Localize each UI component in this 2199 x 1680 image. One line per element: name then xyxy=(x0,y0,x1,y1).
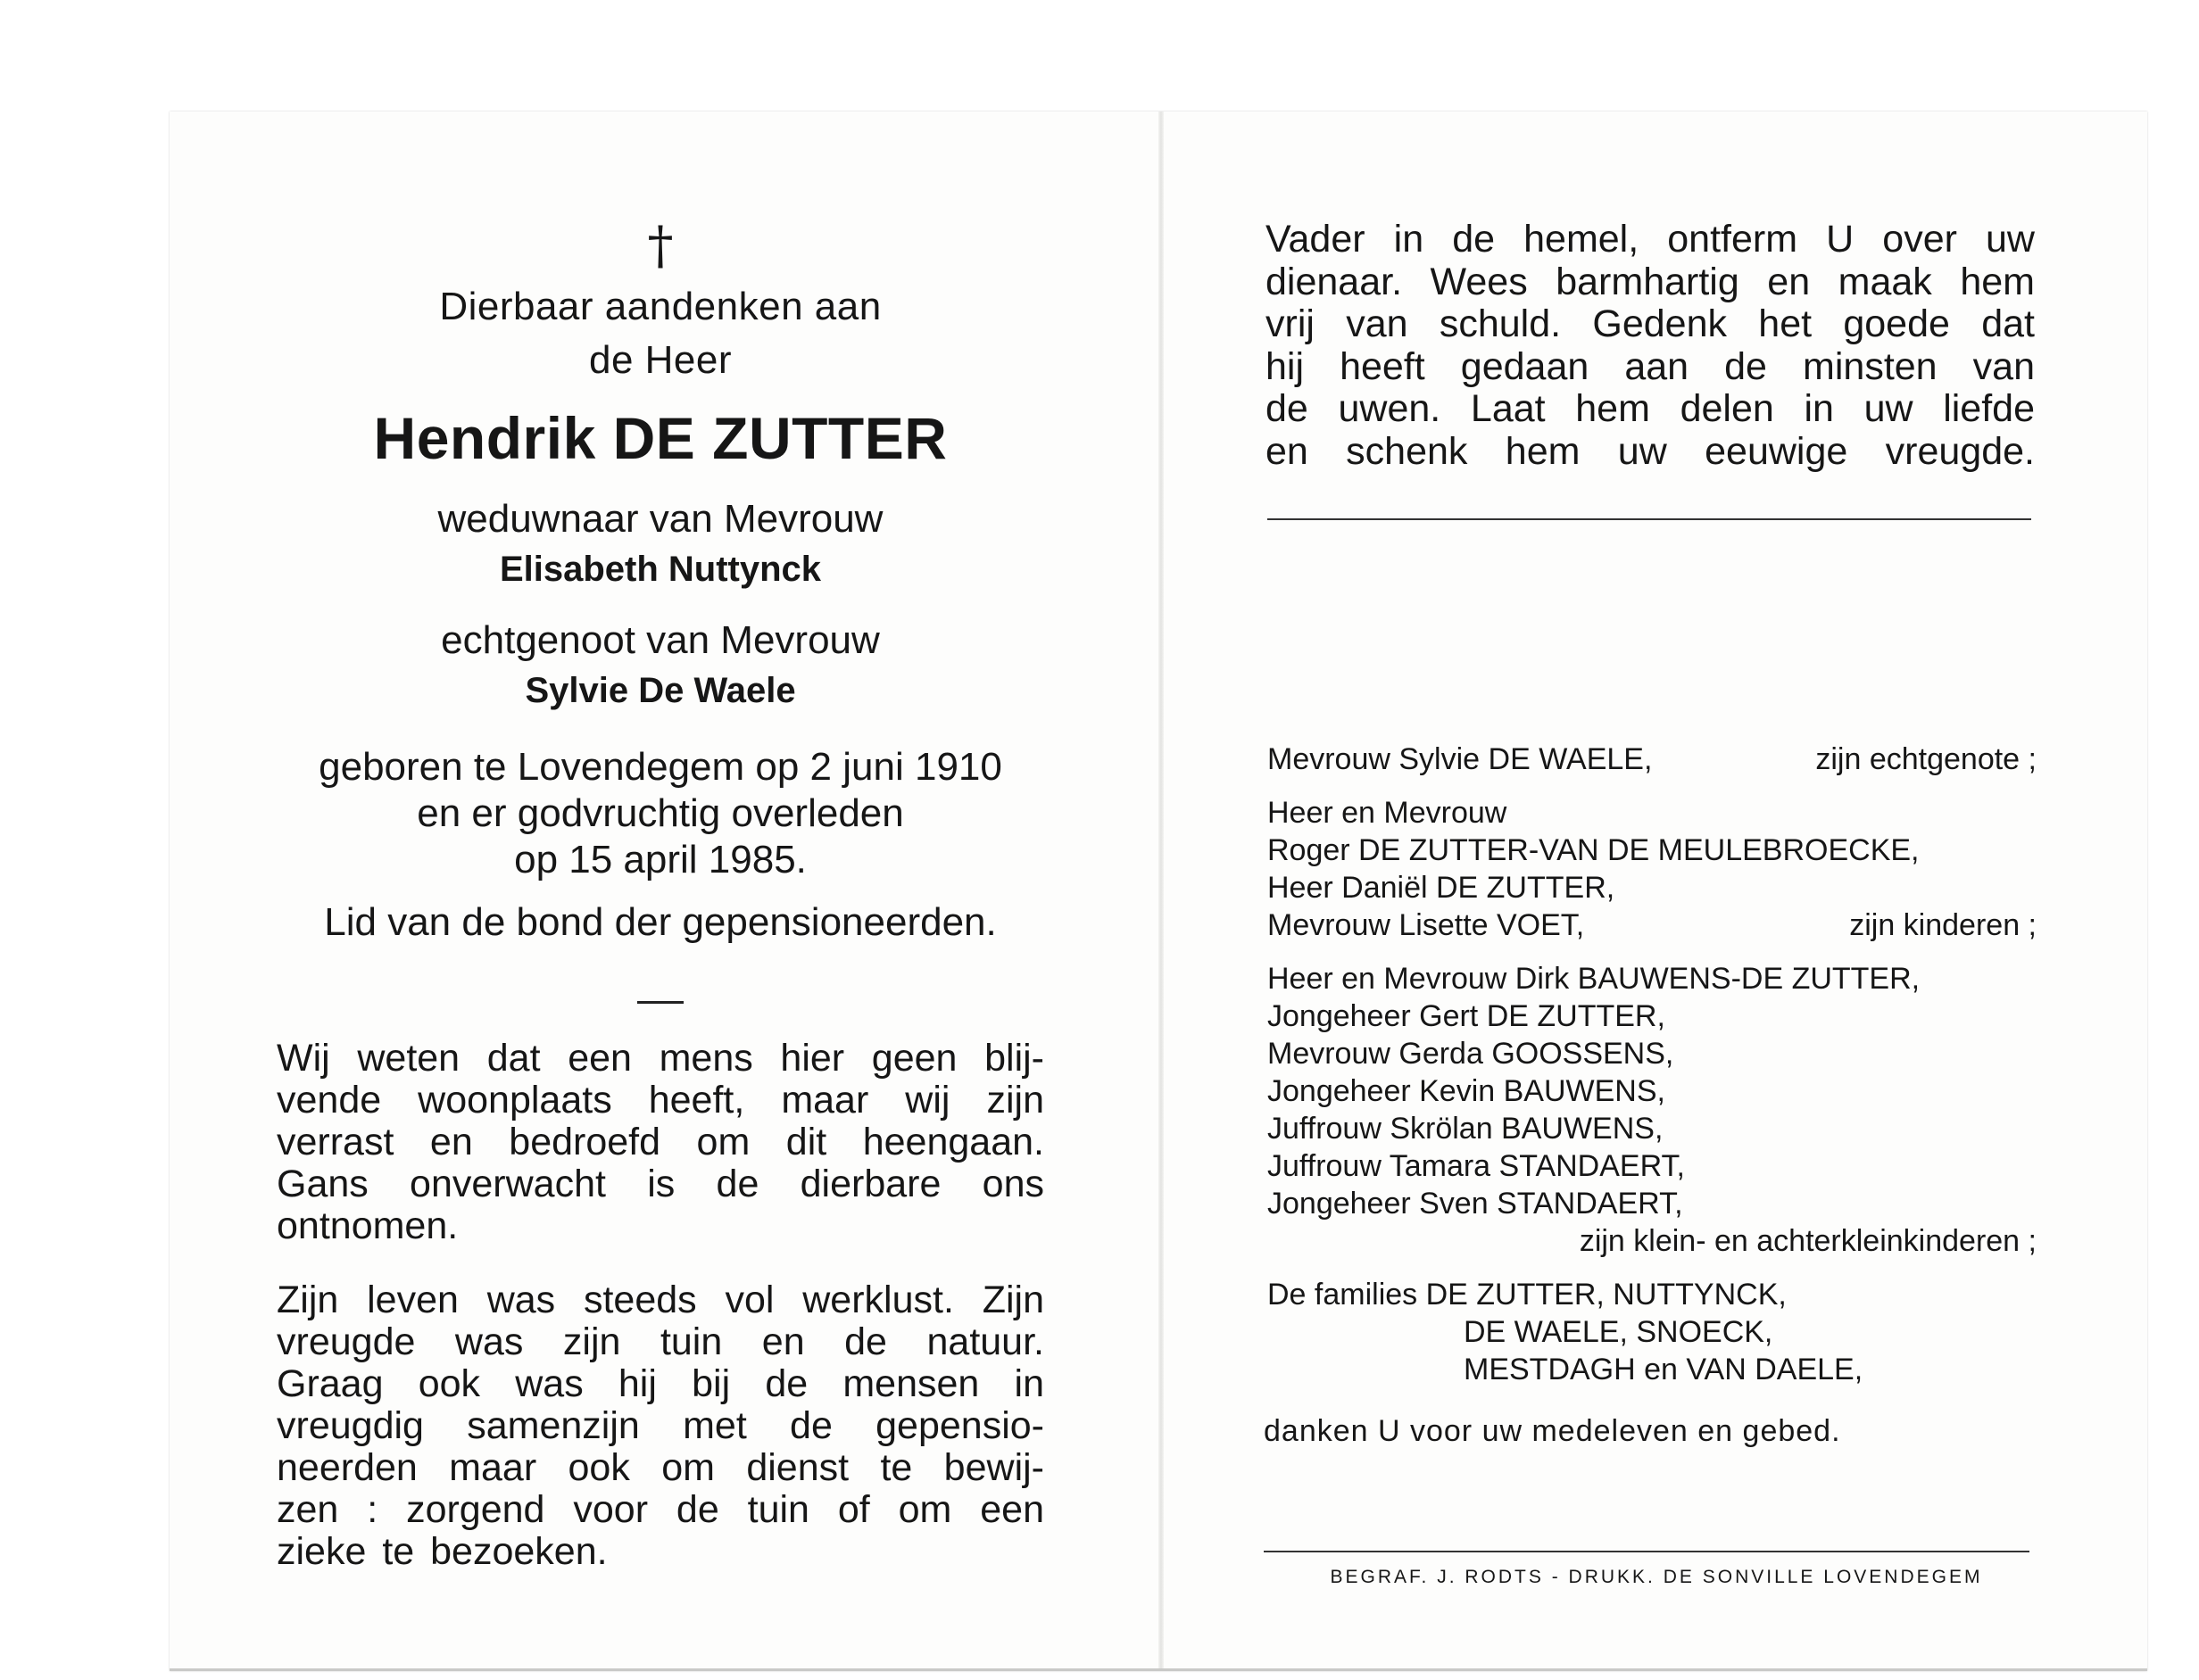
prayer-line: dienaar. Wees barmhartig en maak hem xyxy=(1265,260,2035,303)
child-row: Heer en Mevrouw xyxy=(1267,796,1507,830)
relation-spouse-label: echtgenoot van Mevrouw xyxy=(441,618,880,662)
intro-line-2: de Heer xyxy=(588,338,733,382)
prayer-divider xyxy=(1267,518,2031,520)
paragraph-1 xyxy=(277,1038,1044,1247)
grandchildren-relation: zijn klein- en achterkleinkinderen ; xyxy=(1579,1224,2037,1258)
left-page xyxy=(277,214,1044,1573)
grandchild-row: Juffrouw Skrölan BAUWENS, xyxy=(1267,1112,1664,1146)
paragraph-line: Wij weten dat een mens hier geen blij- xyxy=(277,1037,1044,1080)
prayer-line: de uwen. Laat hem delen in uw liefde xyxy=(1265,387,2035,430)
prayer-line: hij heeft gedaan aan de minsten van xyxy=(1265,344,2035,388)
child-row xyxy=(1267,906,2037,944)
paragraph-line: vreugdig samenzijn met de gepensio- xyxy=(277,1404,1044,1447)
birth-line-2: en er godvruchtig overleden xyxy=(417,791,904,835)
prayer-line: en schenk hem uw eeuwige vreugde. xyxy=(1265,429,2035,473)
prayer-line: vrij van schuld. Gedenk het goede dat xyxy=(1265,302,2035,345)
paragraph-line: Zijn leven was steeds vol werklust. Zijn xyxy=(277,1279,1044,1321)
grandchild-row: Jongeheer Gert DE ZUTTER, xyxy=(1267,999,1665,1033)
card-fold xyxy=(1158,112,1164,1671)
paragraph-line: Gans onverwacht is de dierbare ons xyxy=(277,1163,1044,1205)
divider xyxy=(637,1001,684,1004)
paragraph-line: vende woonplaats heeft, maar wij zijn xyxy=(277,1079,1044,1121)
relation-widower-label: weduwnaar van Mevrouw xyxy=(437,497,884,541)
birth-line-1: geboren te Lovendegem op 2 juni 1910 xyxy=(319,745,1002,789)
child-row: Roger DE ZUTTER-VAN DE MEULEBROECKE, xyxy=(1267,833,1920,867)
paragraph-line: neerden maar ook om dienst te bewij- xyxy=(277,1446,1044,1489)
spouse-relation: zijn echtgenote ; xyxy=(1815,742,2037,776)
grandchild-row: Jongeheer Kevin BAUWENS, xyxy=(1267,1074,1665,1108)
death-line: op 15 april 1985. xyxy=(514,838,807,881)
grandchild-row: Heer en Mevrouw Dirk BAUWENS-DE ZUTTER, xyxy=(1267,962,1921,996)
paragraph-line: verrast en bedroefd om dit heengaan. xyxy=(277,1121,1044,1163)
children-relation: zijn kinderen ; xyxy=(1849,908,2037,942)
grandchild-row: Jongeheer Sven STANDAERT, xyxy=(1267,1187,1683,1221)
families-line: DE WAELE, SNOECK, xyxy=(1464,1315,1773,1349)
paragraph-line: vreugde was zijn tuin en de natuur. xyxy=(277,1320,1044,1363)
relation-spouse-name: Sylvie De Waele xyxy=(525,671,796,710)
thanks-line: danken U voor uw medeleven en gebed. xyxy=(1264,1414,1841,1448)
relation-widower-name: Elisabeth Nuttynck xyxy=(499,550,822,589)
grandchild-row: Juffrouw Tamara STANDAERT, xyxy=(1267,1149,1685,1183)
prayer xyxy=(1265,219,2035,473)
spouse-name: Mevrouw Sylvie DE WAELE, xyxy=(1267,742,1653,776)
intro-line-1: Dierbaar aandenken aan xyxy=(439,285,882,328)
families-line: De families DE ZUTTER, NUTTYNCK, xyxy=(1267,1278,1787,1312)
membership-line: Lid van de bond der gepensioneerden. xyxy=(324,900,997,944)
paragraph-line: zen : zorgend voor de tuin of om een xyxy=(277,1488,1044,1531)
grandchildren-relation-row xyxy=(1267,1222,2037,1260)
child-name: Mevrouw Lisette VOET, xyxy=(1267,908,1585,942)
child-row: Heer Daniël DE ZUTTER, xyxy=(1267,871,1615,905)
grandchild-row: Mevrouw Gerda GOOSSENS, xyxy=(1267,1037,1674,1071)
spouse-row xyxy=(1267,741,2037,778)
prayer-line: Vader in de hemel, ontferm U over uw xyxy=(1265,218,2035,261)
card-bottom-edge xyxy=(170,1668,2147,1671)
cross-icon: † xyxy=(647,215,674,276)
footer-divider xyxy=(1264,1551,2029,1552)
paragraph-2 xyxy=(277,1279,1044,1573)
paragraph-line: Graag ook was hij bij de mensen in xyxy=(277,1362,1044,1405)
printer-credit: BEGRAF. J. RODTS - DRUKK. DE SONVILLE LOVENDEGEM xyxy=(1330,1567,1983,1587)
families-line: MESTDAGH en VAN DAELE, xyxy=(1464,1353,1863,1386)
family-list xyxy=(1267,741,2037,1388)
deceased-name: Hendrik DE ZUTTER xyxy=(373,405,948,471)
paragraph-line: ontnomen. xyxy=(277,1204,459,1247)
paragraph-line: zieke te bezoeken. xyxy=(277,1530,608,1573)
